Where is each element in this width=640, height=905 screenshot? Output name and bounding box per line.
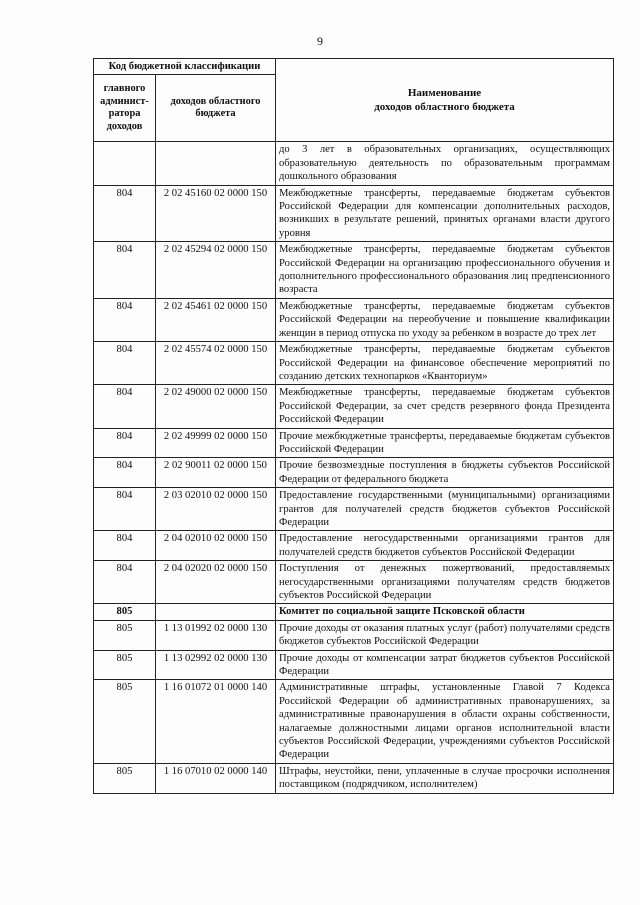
revenue-name-cell: Межбюджетные трансферты, передаваемые бюджетам субъектов Российской Федерации на финансовое обеспечение мероприятий по созданию детских технопарков «Кванториум» [276, 342, 614, 385]
revenue-name-cell: Поступления от денежных пожертвований, предоставляемых негосударственными организациями получателям средств бюджетов субъектов Российской Федерации [276, 561, 614, 604]
table-row [94, 142, 614, 185]
revenue-name-cell: Предоставление негосударственными организациями грантов для получателей средств бюджетов субъектов Российской Федерации [276, 531, 614, 561]
header-name-line2: доходов областного бюджета [374, 101, 515, 114]
revenue-name-cell: Административные штрафы, установленные Главой 7 Кодекса Российской Федерации об административных правонарушениях, за административные правонарушения в области охраны собственности, налагаемые должностными лицами органов исполнительной власти субъектов Российской Федерации, учреждениями субъектов Российской Федерации [276, 680, 614, 763]
revenue-name-cell: Прочие безвозмездные поступления в бюджеты субъектов Российской Федерации от федерального бюджета [276, 458, 614, 488]
table-row [94, 342, 614, 385]
revenue-code-cell: 2 02 45574 02 0000 150 [156, 342, 276, 385]
revenue-name-cell: Межбюджетные трансферты, передаваемые бюджетам субъектов Российской Федерации, за счет средств резервного фонда Президента Российской Федерации [276, 385, 614, 428]
table-row [94, 428, 614, 458]
revenue-code-cell [156, 142, 276, 185]
revenue-code-cell: 2 02 45461 02 0000 150 [156, 298, 276, 341]
revenue-code-cell: 2 04 02020 02 0000 150 [156, 561, 276, 604]
admin-code-cell: 805 [94, 650, 156, 680]
revenue-code-cell: 2 02 49000 02 0000 150 [156, 385, 276, 428]
revenue-code-cell: 2 02 45294 02 0000 150 [156, 242, 276, 299]
revenue-code-cell: 1 16 01072 01 0000 140 [156, 680, 276, 763]
admin-code-cell: 804 [94, 428, 156, 458]
admin-code-cell: 804 [94, 185, 156, 242]
revenue-code-cell: 2 04 02010 02 0000 150 [156, 531, 276, 561]
table-row [94, 763, 614, 793]
revenue-name-cell: до 3 лет в образовательных организациях, осуществляющих образовательную деятельность по образовательным программам дошкольного образования [276, 142, 614, 185]
revenue-name-cell: Межбюджетные трансферты, передаваемые бюджетам субъектов Российской Федерации на организацию профессионального обучения и дополнительного профессионального образования лиц предпенсионного возраста [276, 242, 614, 299]
admin-code-cell: 805 [94, 680, 156, 763]
table-row [94, 488, 614, 531]
table-row [94, 561, 614, 604]
admin-code-cell: 804 [94, 342, 156, 385]
admin-code-cell: 804 [94, 242, 156, 299]
table-row [94, 650, 614, 680]
admin-code-cell: 805 [94, 763, 156, 793]
revenue-code-cell: 1 13 01992 02 0000 130 [156, 620, 276, 650]
page-number: 9 [317, 34, 323, 48]
revenue-code-cell: 2 02 45160 02 0000 150 [156, 185, 276, 242]
admin-code-cell: 804 [94, 561, 156, 604]
revenue-code-cell: 2 02 49999 02 0000 150 [156, 428, 276, 458]
budget-classification-table [93, 58, 614, 794]
revenue-code-cell: 1 16 07010 02 0000 140 [156, 763, 276, 793]
table-row [94, 620, 614, 650]
revenue-code-cell: 2 02 90011 02 0000 150 [156, 458, 276, 488]
table-row [94, 680, 614, 763]
admin-code-cell: 804 [94, 385, 156, 428]
admin-code-cell: 804 [94, 458, 156, 488]
admin-code-cell: 804 [94, 531, 156, 561]
revenue-code-cell [156, 604, 276, 620]
header-admin: главного админист-ратора доходов [94, 75, 156, 142]
table-row [94, 298, 614, 341]
revenue-code-cell: 2 03 02010 02 0000 150 [156, 488, 276, 531]
table-row [94, 604, 614, 620]
admin-code-cell: 805 [94, 620, 156, 650]
revenue-name-cell: Прочие доходы от компенсации затрат бюджетов субъектов Российской Федерации [276, 650, 614, 680]
table-row [94, 185, 614, 242]
admin-code-cell: 805 [94, 604, 156, 620]
revenue-name-cell: Предоставление государственными (муниципальными) организациями грантов для получателей средств бюджетов субъектов Российской Федерации [276, 488, 614, 531]
admin-code-cell [94, 142, 156, 185]
table-row [94, 458, 614, 488]
header-code-group: Код бюджетной классификации [94, 59, 276, 75]
revenue-name-cell: Штрафы, неустойки, пени, уплаченные в случае просрочки исполнения поставщиком (подрядчиком, исполнителем) [276, 763, 614, 793]
revenue-code-cell: 1 13 02992 02 0000 130 [156, 650, 276, 680]
header-name [276, 59, 614, 142]
revenue-name-cell: Межбюджетные трансферты, передаваемые бюджетам субъектов Российской Федерации на переобучение и повышение квалификации женщин в период отпуска по уходу за ребенком в возрасте до трех лет [276, 298, 614, 341]
revenue-name-cell: Прочие доходы от оказания платных услуг (работ) получателями средств бюджетов субъектов Российской Федерации [276, 620, 614, 650]
admin-code-cell: 804 [94, 298, 156, 341]
revenue-name-cell: Комитет по социальной защите Псковской области [276, 604, 614, 620]
revenue-name-cell: Прочие межбюджетные трансферты, передаваемые бюджетам субъектов Российской Федерации [276, 428, 614, 458]
table-row [94, 531, 614, 561]
header-name-line1: Наименование [407, 87, 482, 100]
revenue-name-cell: Межбюджетные трансферты, передаваемые бюджетам субъектов Российской Федерации для компенсации дополнительных расходов, возникших в результате решений, принятых органами власти другого уровня [276, 185, 614, 242]
table-row [94, 385, 614, 428]
admin-code-cell: 804 [94, 488, 156, 531]
header-revenue-code: доходов областного бюджета [156, 75, 276, 142]
table-row [94, 242, 614, 299]
